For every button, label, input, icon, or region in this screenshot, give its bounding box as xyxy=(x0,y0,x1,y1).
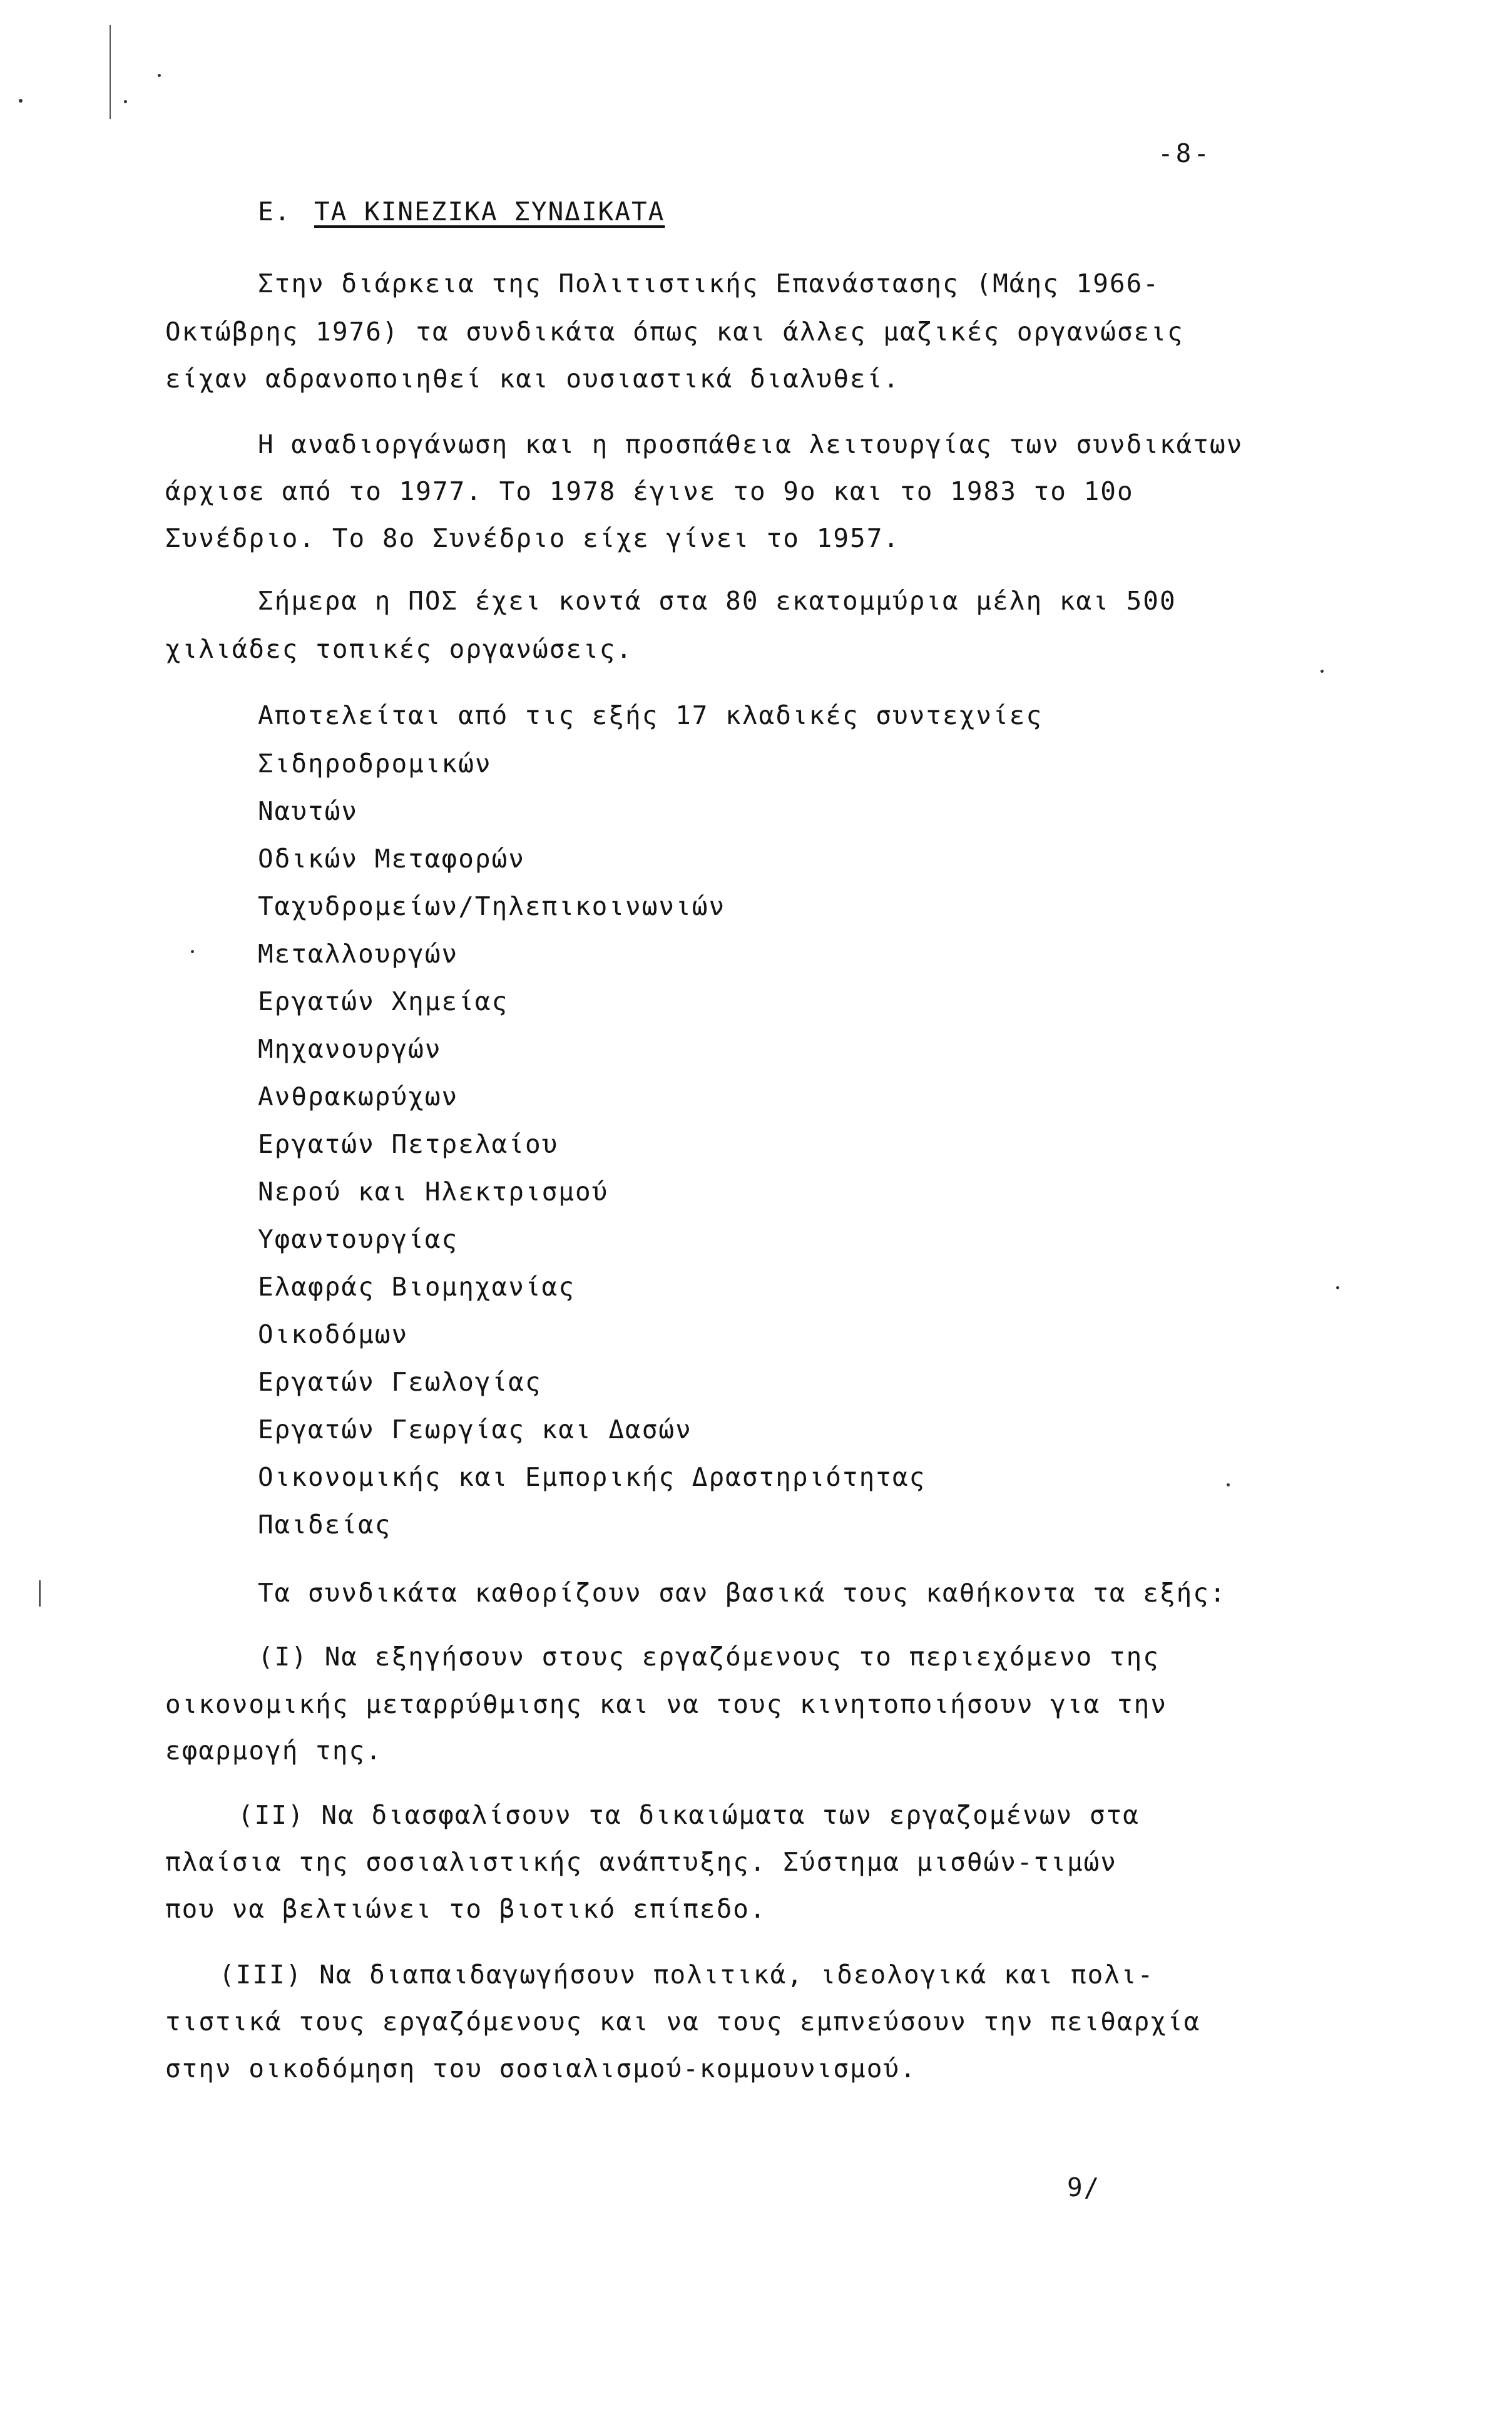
scan-speck xyxy=(19,99,23,103)
paragraph-line: (Ι) Να εξηγήσουν στους εργαζόμενους το περιεχόμενο της xyxy=(258,1642,1160,1672)
scan-speck xyxy=(191,950,194,953)
list-item: Μεταλλουργών xyxy=(258,939,459,969)
list-intro: Αποτελείται από τις εξής 17 κλαδικές συντεχνίες xyxy=(258,700,1043,730)
paragraph-line: οικονομικής μεταρρύθμισης και να τους κινητοποιήσουν για την xyxy=(165,1689,1168,1719)
scan-edge-mark xyxy=(39,1580,41,1607)
paragraph-line: στην οικοδόμηση του σοσιαλισμού-κομμουνισμού. xyxy=(165,2053,917,2084)
scan-speck xyxy=(1336,1286,1339,1289)
list-item: Ανθρακωρύχων xyxy=(258,1082,459,1112)
list-item: Ταχυδρομείων/Τηλεπικοινωνιών xyxy=(258,891,726,921)
list-item: Εργατών Γεωργίας και Δασών xyxy=(258,1414,692,1445)
paragraph-line: άρχισε από το 1977. Το 1978 έγινε το 9ο και το 1983 το 10ο xyxy=(165,476,1134,506)
section-letter: Ε. xyxy=(258,197,292,227)
list-item: Εργατών Γεωλογίας xyxy=(258,1367,542,1397)
list-item: Ελαφράς Βιομηχανίας xyxy=(258,1272,575,1302)
list-item: Νερού και Ηλεκτρισμού xyxy=(258,1177,609,1207)
scan-speck xyxy=(1227,1483,1230,1486)
list-item: Παιδείας xyxy=(258,1510,392,1540)
paragraph-line: που να βελτιώνει το βιοτικό επίπεδο. xyxy=(165,1894,767,1924)
paragraph-line: (ΙΙ) Να διασφαλίσουν τα δικαιώματα των εργαζομένων στα xyxy=(238,1800,1140,1830)
list-item: Εργατών Πετρελαίου xyxy=(258,1129,559,1159)
scan-speck xyxy=(1320,670,1324,673)
scan-speck xyxy=(124,100,127,103)
paragraph-line: τιστικά τους εργαζόμενους και να τους εμπνεύσουν την πειθαρχία xyxy=(165,2007,1201,2037)
page-number: -8- xyxy=(1158,138,1212,168)
section-title: ΤΑ ΚΙΝΕΖΙΚΑ ΣΥΝΔΙΚΑΤΑ xyxy=(314,197,665,227)
list-item: Υφαντουργίας xyxy=(258,1224,459,1254)
scan-speck xyxy=(158,74,161,77)
list-item: Οικοδόμων xyxy=(258,1319,409,1349)
paragraph-line: (ΙΙΙ) Να διαπαιδαγωγήσουν πολιτικά, ιδεολογικά και πολι- xyxy=(219,1960,1155,1990)
list-item: Μηχανουργών xyxy=(258,1034,442,1064)
paragraph-line: χιλιάδες τοπικές οργανώσεις. xyxy=(165,634,633,664)
paragraph-line: Η αναδιοργάνωση και η προσπάθεια λειτουργίας των συνδικάτων xyxy=(258,429,1244,459)
continuation-marker: 9/ xyxy=(1067,2172,1101,2202)
paragraph-line: Οκτώβρης 1976) τα συνδικάτα όπως και άλλες μαζικές οργανώσεις xyxy=(165,317,1184,347)
list-item: Οδικών Μεταφορών xyxy=(258,844,525,874)
list-item: Εργατών Χημείας xyxy=(258,986,509,1016)
scan-edge-mark xyxy=(110,25,111,119)
paragraph-line: Συνέδριο. Το 8ο Συνέδριο είχε γίνει το 1957. xyxy=(165,523,901,553)
list-item: Ναυτών xyxy=(258,796,359,826)
list-item: Οικονομικής και Εμπορικής Δραστηριότητας xyxy=(258,1462,926,1492)
paragraph-line: Σήμερα η ΠΟΣ έχει κοντά στα 80 εκατομμύρια μέλη και 500 xyxy=(258,586,1177,616)
paragraph-line: Στην διάρκεια της Πολιτιστικής Επανάστασης (Μάης 1966- xyxy=(258,268,1160,299)
paragraph-line: είχαν αδρανοποιηθεί και ουσιαστικά διαλυθεί. xyxy=(165,364,901,394)
list-item: Σιδηροδρομικών xyxy=(258,749,492,779)
duties-intro: Τα συνδικάτα καθορίζουν σαν βασικά τους καθήκοντα τα εξής: xyxy=(258,1578,1227,1608)
paragraph-line: πλαίσια της σοσιαλιστικής ανάπτυξης. Σύστημα μισθών-τιμών xyxy=(165,1847,1117,1877)
paragraph-line: εφαρμογή της. xyxy=(165,1736,382,1766)
